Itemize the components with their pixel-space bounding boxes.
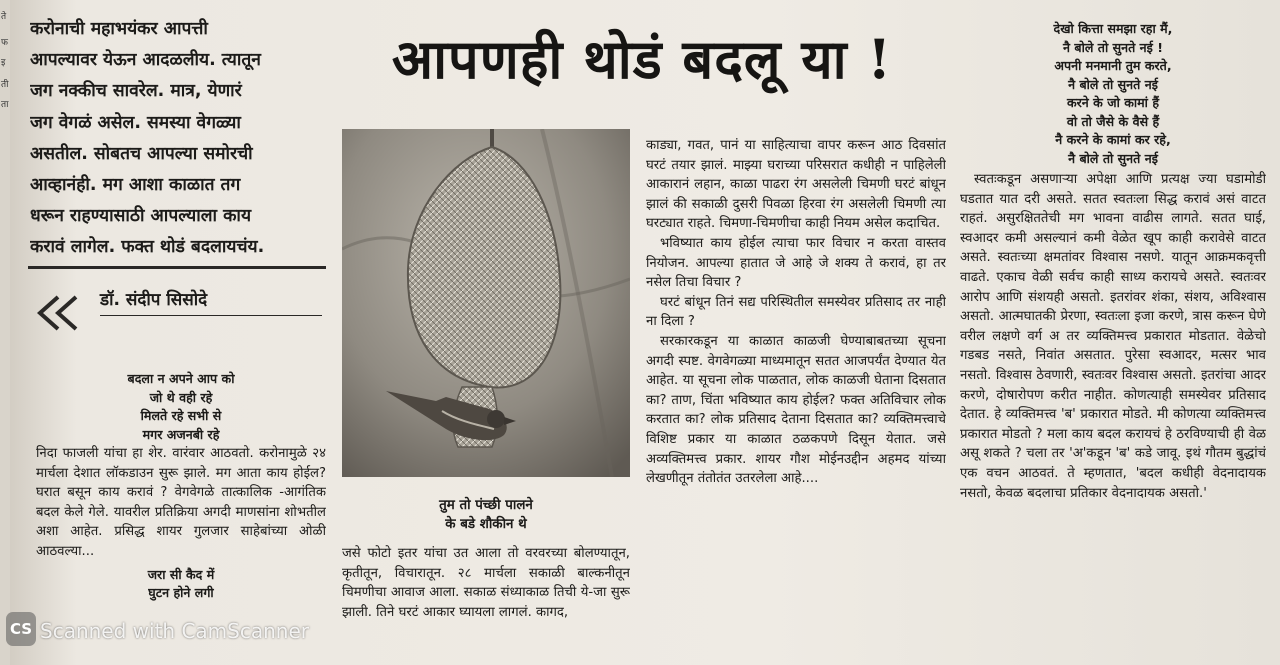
byline [30,289,320,335]
couplet-line: नै बोले तो सुनते नई [1068,150,1158,166]
caption-line: तुम तो पंच्छी पालने [439,498,533,513]
intro-line: असतील. सोबतच आपल्या समोरची [30,143,253,164]
scanner-watermark [4,606,344,658]
couplet-line: मगर अजनबी रहे [142,426,220,442]
couplet-line: नै बोले तो सुनते नई [1068,76,1158,92]
intro-line: आव्हानंही. मग आशा काळात तग [30,175,241,196]
body-paragraph: काड्या, गवत, पानं या साहित्याचा वापर करून आठ दिवसांत घरटं तयार झालं. माझ्या घराच्या परिसरात कधीही न पाहिलेली आकारानं लहान, काळा पाढरा रंग असलेली चिमणी घरटं बांधून झालं की सकाळी दुसरी पिवळा हिरवा रंग असलेली चिमणी त्या घरट्यात राहते. चिमणा-चिमणीचा काही नियम असेल कदाचित. [646,138,946,232]
intro-line: जग नक्कीच सावरेल. मात्र, येणारं [30,81,242,102]
intro-underline [28,266,326,269]
byline-rule [100,315,322,316]
couplet-line: वो तो जैसे के वैसे हैं [1066,113,1160,129]
author-name: डॉ. संदीप सिसोदे [100,290,208,310]
couplet-line: नै बोले तो सुनते नई ! [1063,39,1163,55]
headline: आपणही थोडं बदलू या ! [391,27,893,91]
couplet-line: घुटन होने लगी [148,585,214,601]
margin-fragment: ते [1,12,7,22]
camscanner-logo: CS [6,612,36,646]
caption-line: के बडे शौकीन थे [445,517,527,532]
couplet-line: जरा सी कैद में [147,566,215,582]
couplet-line: देखो कित्ता समझा रहा मैं, [1053,21,1173,36]
photo-caption [342,496,630,534]
couplet-line: नै करने के कामां कर रहे, [1055,132,1171,147]
column-4 [960,20,1266,662]
body-paragraph: निदा फाजली यांचा हा शेर. वारंवार आठवतो. करोनामुळे २४ मार्चला देशात लॉकडाउन सुरू झाले. मग आता काय होईल? घरात बसून काय करावं ? वेगवेगळे तात्कालिक -आगंतिक बदल केले गेले. यावरील प्रतिक्रिया अगदी माणसांना शोभतील अशा आहेत. प्रसिद्ध शायर गुलजार साहेबांच्या ओळी आठवल्या... [36,446,326,559]
couplet-line: बदला न अपने आप को [127,371,235,386]
intro-line: करोनाची महाभयंकर आपत्ती [30,19,208,39]
column-2 [342,544,630,662]
intro-line: करावं लागेल. फक्त थोडं बदलायचंय. [30,237,265,258]
intro-box [30,14,330,272]
couplet-line: करने के जो कामां हैं [1066,95,1160,110]
body-paragraph: जसे फोटो इतर यांचा उत आला तो वरवरच्या बोलण्यातून, कृतीतून, विचारातून. २८ मार्चला सकाळी बाल्कनीतून चिमणीचा आवाज आला. सकाळ संध्याकाळ तिची ये-जा सुरू झाली. तिने घरटं आकार घ्यायला लागलं. कागद, [342,546,630,620]
margin-fragment: इ [1,58,6,68]
body-paragraph: भविष्यात काय होईल त्याचा फार विचार न करता वास्तव नियोजन. आपल्या हातात जे आहे जे शक्य ते करावं, हा तर नसेल तिचा विचार ? [646,235,946,291]
double-chevron-icon [30,293,90,333]
nest-photo [342,129,630,477]
intro-line: जग वेगळं असेल. समस्या वेगळ्या [30,112,241,133]
couplet-line: मिलते रहे सभी से [140,408,222,423]
body-paragraph: सरकारकडून या काळात काळजी घेण्याबाबतच्या सूचना अगदी स्पष्ट. वेगवेगळ्या माध्यमातून सतत आजपर्यंत देण्यात येत आहेत. या सूचना लोक पाळतात, लोक काळजी घेताना दिसतात का? ताण, चिंता भविष्यात काय होईल? फक्त अतिविचार लोक करतात का? लोक प्रतिसाद देताना दिसतात का? व्यक्तिमत्त्वाचे विशिष्ट प्रकार या काळात ठळकपणे दिसून येतात. जसे अव्यक्तिमत्त्व प्रकार. शायर गौश मोईनउद्दीन अहमद यांच्या लेखणीतून तंतोतंत उतरलेला आहे.... [646,333,946,487]
margin-fragment: ती [1,80,9,90]
page-edge [0,0,10,665]
couplet-line: जो थे वही रहे [149,389,213,405]
intro-line: आपल्यावर येऊन आदळलीय. त्यातून [30,50,261,71]
margin-fragment: फ [1,38,8,48]
body-paragraph: स्वतःकडून असणाऱ्या अपेक्षा आणि प्रत्यक्ष ज्या घडामोडी घडतात यात दरी असते. सतत स्वतःला सिद्ध करावं असं वाटत राहतं. असुरक्षिततेची मग भावना वाढीस लागते. सतत घाई, स्वआदर कमी असल्यानं कमी वेळेत खूप काही करावेसे वाटत असते. स्वतःच्या क्षमतांवर विश्वास नसणे. यातून आक्रमकवृत्ती वाढते. एकाच वेळी सर्वच काही साध्य करायचे असते. स्वतःवर आरोप आणि संशयही असतो. इतरांवर शंका, संशय, अविश्वास असतो. आत्मघातकी प्रेरणा, स्वतःला इजा करणे, त्रास करून घेणे वरील लक्षणे वर्ग अ तर व्यक्तिमत्त्व प्रकारात मोडतात. वेळेचो गडबड नसते, निवांत असतात. पुरेसा स्वआदर, मत्सर भाव नसतो. विश्वास ठेवणारी, स्वतःवर विश्वास असतो. इतरांचा आदर करणे, दोषारोपण करीत नाहीत. कोणत्याही समस्येवर प्रतिसाद देतात. हे व्यक्तिमत्त्व 'ब' प्रकारात मोडते. मी कोणत्या व्यक्तिमत्त्व प्रकारात मोडतो ? मला काय बदल करायचं हे ठरविण्याची ही वेळ असू शकते ? चला तर 'अ'कडून 'ब' कडे जावू. इथं गौतम बुद्धांचं एक वचन आठवतं. ते म्हणतात, 'बदल कधीही वेदनादायक नसतो, केवळ बदलाचा प्रतिकार वेदनादायक असतो.' [960,172,1266,501]
couplet-line: अपनी मनमानी तुम करते, [1054,58,1172,73]
intro-line: धरून राहण्यासाठी आपल्याला काय [30,206,252,227]
column-3 [646,136,946,662]
body-paragraph: घरटं बांधून तिनं सद्य परिस्थितील समस्येवर प्रतिसाद तर नाही ना दिला ? [646,294,946,330]
margin-fragment: ता [1,100,9,110]
watermark-text: Scanned with CamScanner [40,619,309,643]
